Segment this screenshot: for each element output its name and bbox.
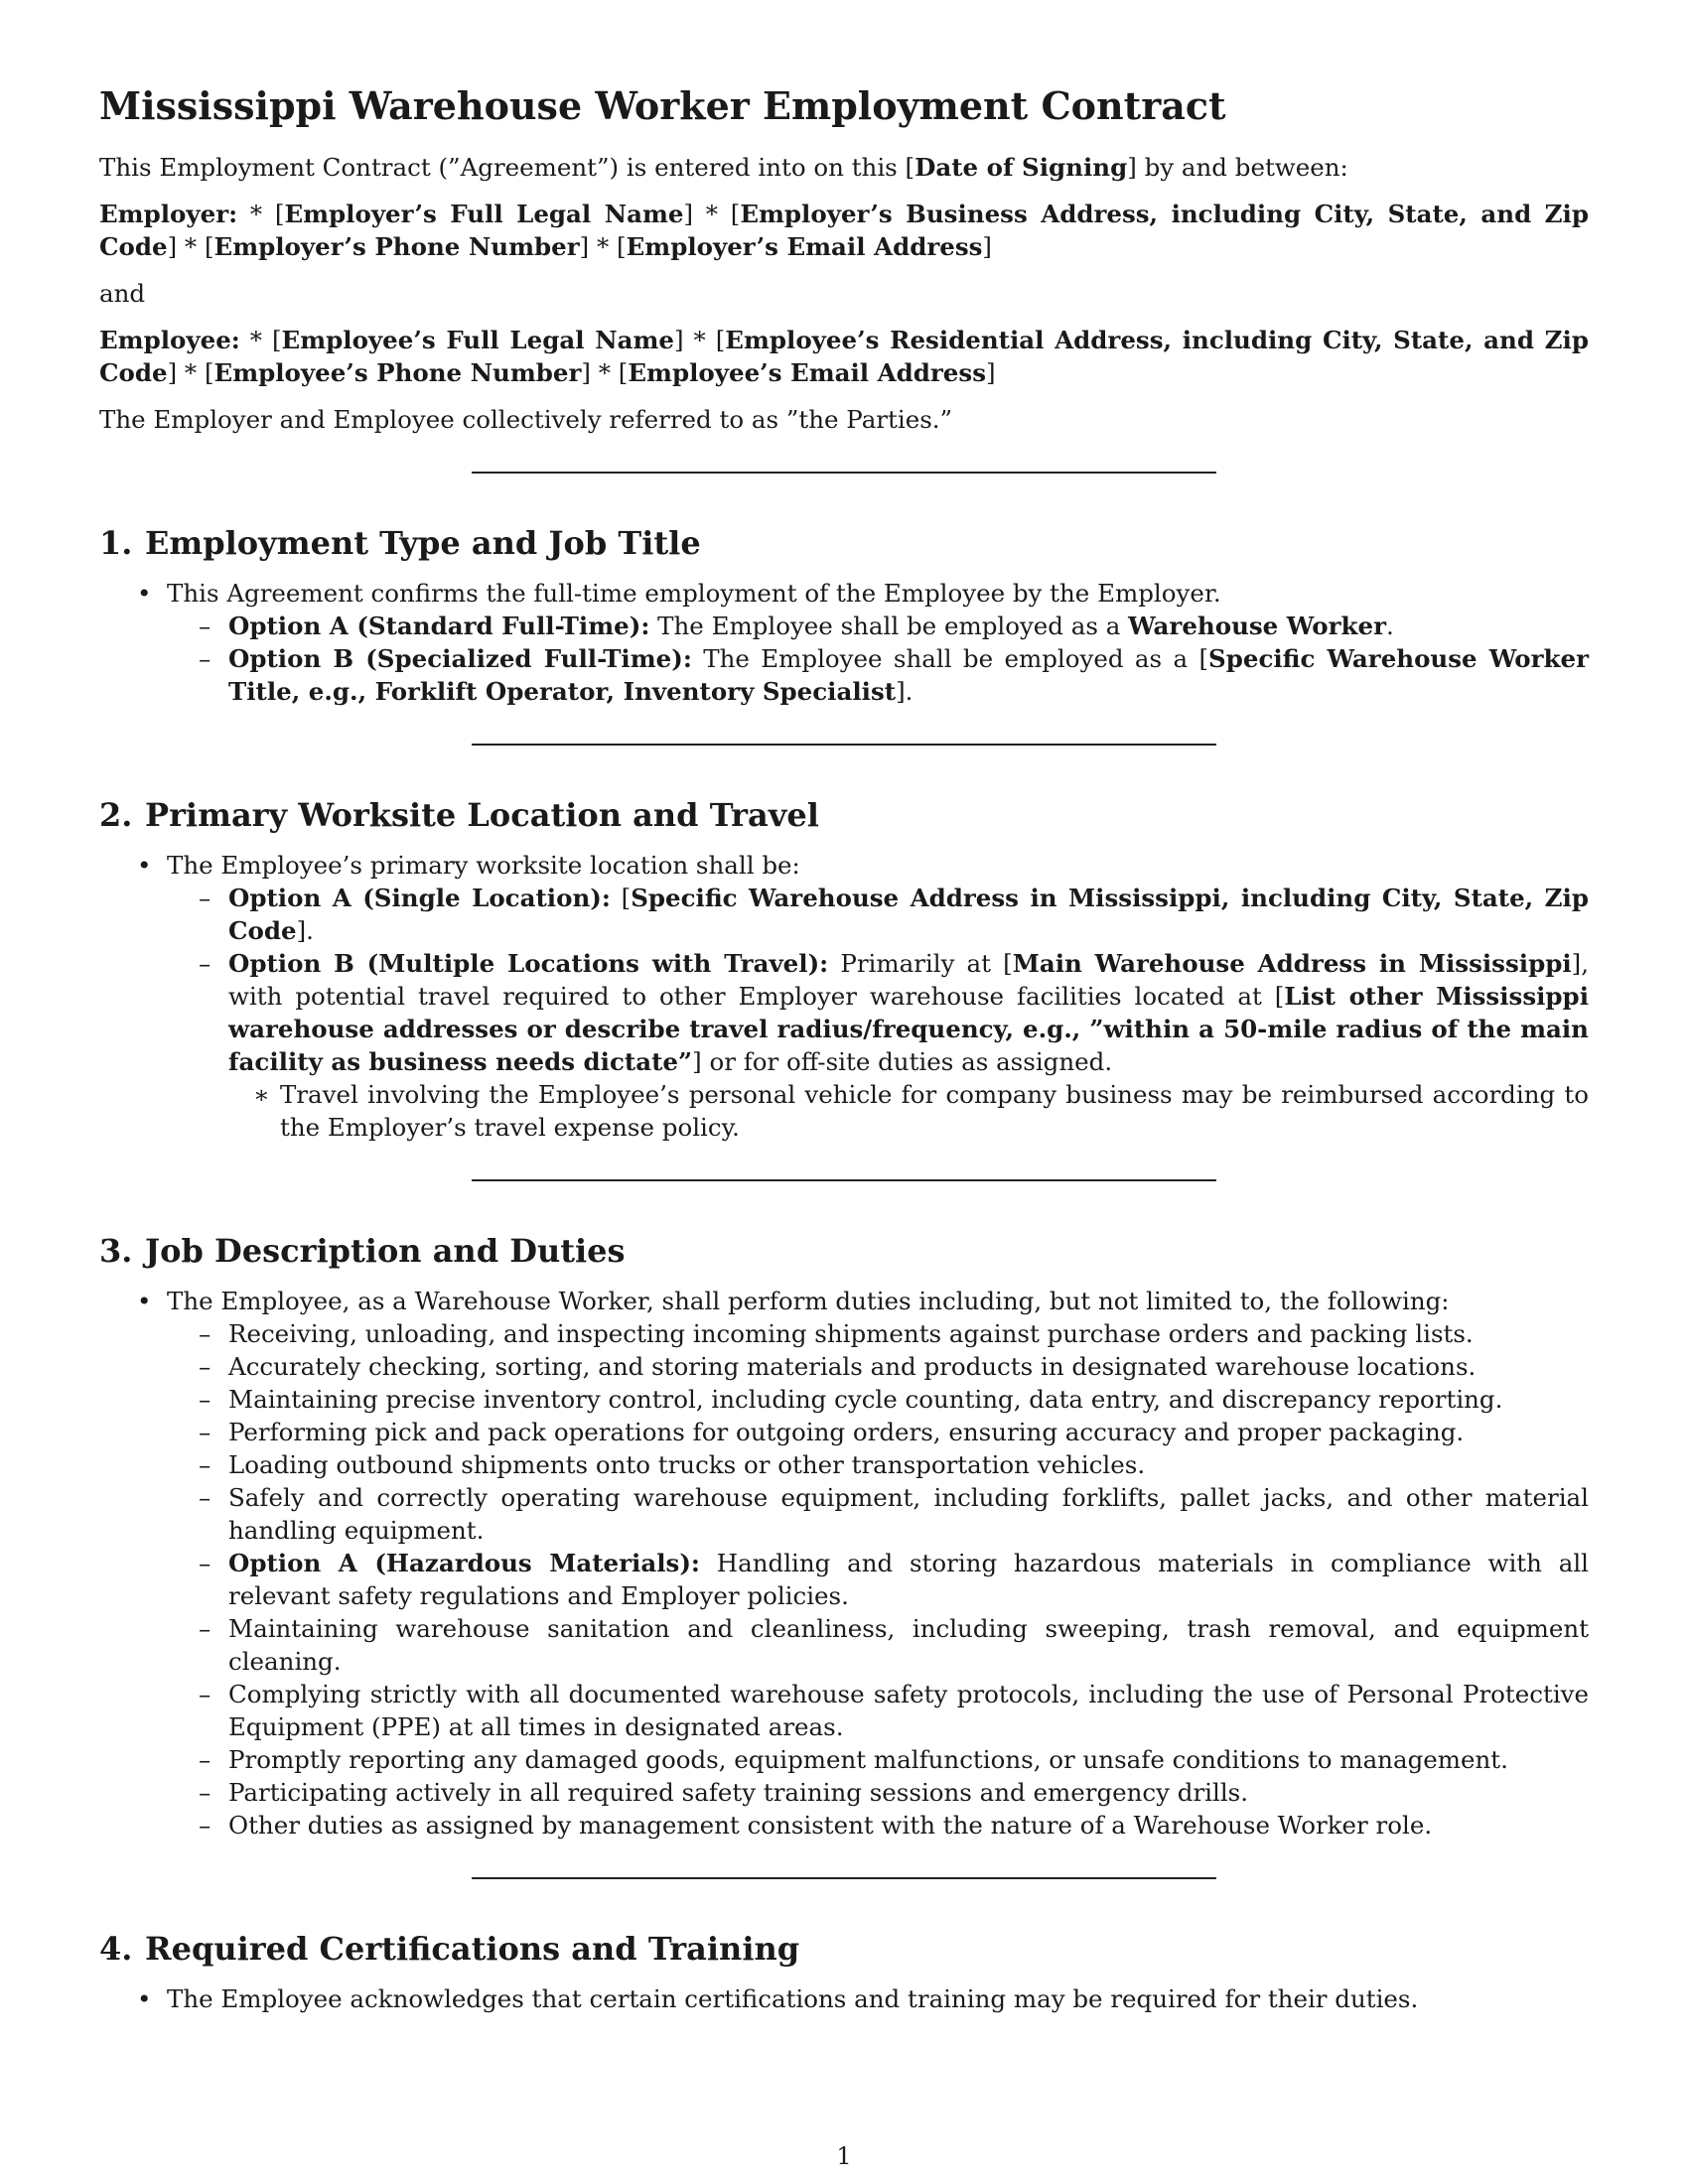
intro-paragraph: This Employment Contract (”Agreement”) is entered into on this [Date of Signing] by and between: (99, 153, 1348, 182)
employee-address: Employee’s Residential Address, including City, State, and Zip Code (99, 326, 1589, 387)
option-b-item: – Option B (Multiple Locations with Travel): Primarily at [Main Warehouse Address in Mississippi], with potential travel required to other Employer warehouse facilities located at [List other Mississippi warehouse addresses or describe travel radius/frequency, e.g., ”within a 50-mile radius of the main facility as business needs dictate”] or for off-site duties as assigned. ∗ Travel involving the Employee’s personal vehicle for company business may be reimbursed according to the Employer’s travel expense policy. (167, 947, 1589, 1144)
employer-email: Employer’s Email Address (626, 232, 983, 261)
option-a-item: – Option A (Standard Full-Time): The Employee shall be employed as a Warehouse Worker. (167, 610, 1589, 642)
employer-address: Employer’s Business Address, including City, State, and Zip Code (99, 200, 1589, 261)
page-number: 1 (836, 2142, 852, 2170)
option-b-item: – Option B (Specialized Full-Time): The Employee shall be employed as a [Specific Warehouse Worker Title, e.g., Forklift Operator, Inventory Specialist]. (167, 642, 1589, 708)
section-divider (472, 744, 1216, 746)
option-a-item: – Option A (Single Location): [Specific Warehouse Address in Mississippi, including City, State, Zip Code]. (167, 882, 1589, 947)
list-item: • The Employee acknowledges that certain certifications and training may be required for their duties. (99, 1982, 1589, 2015)
duty-item: – Maintaining precise inventory control, including cycle counting, data entry, and discrepancy reporting. (167, 1383, 1589, 1416)
list-item: • The Employee, as a Warehouse Worker, shall perform duties including, but not limited to, the following: – Receiving, unloading, and inspecting incoming shipments against purchase orders and packing lists. – Accurately checking, sorting, and storing materials and products in designated warehouse locations. – Maintaining precise inventory control, including cycle counting, data entry, and discrepancy reporting. – Performing pick and pack operations for outgoing orders, ensuring accuracy and proper packaging. – Loading outbound shipments onto trucks or other transportation vehicles. – Safely and correctly operating warehouse equipment, including forklifts, pallet jacks, and other material handling equipment. – Option A (Hazardous Materials): Handling and storing hazardous materials in compliance with all relevant safety regulations and Employer policies. – Maintaining warehouse sanitation and cleanliness, including sweeping, trash removal, and equipment cleaning. – Complying strictly with all documented warehouse safety protocols, including the use of Personal Protective Equipment (PPE) at all times in designated areas. – Promptly reporting any damaged goods, equipment malfunctions, or unsafe conditions to management. – Participating actively in all required safety training sessions and emergency drills. – Other duties as assigned by management consistent with the nature of a Warehouse Worker role. (99, 1285, 1589, 1842)
section-2-heading: 2. Primary Worksite Location and Travel (99, 796, 819, 834)
duty-item: – Complying strictly with all documented warehouse safety protocols, including the use of Personal Protective Equipment (PPE) at all times in designated areas. (167, 1678, 1589, 1743)
and-text: and (99, 279, 146, 308)
section-divider (472, 1877, 1216, 1879)
duty-item: – Receiving, unloading, and inspecting incoming shipments against purchase orders and packing lists. (167, 1317, 1589, 1350)
document-page (99, 83, 1589, 2015)
section-2-list (99, 849, 1589, 1144)
duty-item: – Loading outbound shipments onto trucks or other transportation vehicles. (167, 1448, 1589, 1481)
option-a-item: – Option A (Hazardous Materials): Handling and storing hazardous materials in compliance with all relevant safety regulations and Employer policies. (167, 1547, 1589, 1612)
section-3-list (99, 1285, 1589, 1842)
section-1-heading: 1. Employment Type and Job Title (99, 524, 701, 562)
section-3-heading: 3. Job Description and Duties (99, 1232, 626, 1270)
document-title: Mississippi Warehouse Worker Employment Contract (99, 83, 1226, 128)
employee-email: Employee’s Email Address (628, 358, 986, 387)
duty-item: – Other duties as assigned by management consistent with the nature of a Warehouse Worker role. (167, 1809, 1589, 1842)
section-4-heading: 4. Required Certifications and Training (99, 1930, 800, 1968)
employee-block: Employee: * [Employee’s Full Legal Name] * [Employee’s Residential Address, including City, State, and Zip Code] * [Employee’s Phone Number] * [Employee’s Email Address] (99, 326, 1589, 387)
employee-name: Employee’s Full Legal Name (281, 326, 675, 354)
duty-item: – Performing pick and pack operations for outgoing orders, ensuring accuracy and proper packaging. (167, 1416, 1589, 1448)
duty-item: – Participating actively in all required safety training sessions and emergency drills. (167, 1776, 1589, 1809)
employee-phone: Employee’s Phone Number (213, 358, 582, 387)
parties-text: The Employer and Employee collectively referred to as ”the Parties.” (99, 405, 953, 434)
section-divider (472, 472, 1216, 474)
date-placeholder: Date of Signing (914, 153, 1128, 182)
section-divider (472, 1179, 1216, 1181)
duty-item: – Promptly reporting any damaged goods, equipment malfunctions, or unsafe conditions to management. (167, 1743, 1589, 1776)
employer-phone: Employer’s Phone Number (213, 232, 580, 261)
list-item: • The Employee’s primary worksite location shall be: – Option A (Single Location): [Specific Warehouse Address in Mississippi, including City, State, Zip Code]. – Option B (Multiple Locations with Travel): Primarily at [Main Warehouse Address in Mississippi], with potential travel required to other Employer warehouse facilities located at [List other Mississippi warehouse addresses or describe travel radius/frequency, e.g., ”within a 50-mile radius of the main facility as business needs dictate”] or for off-site duties as assigned. ∗ Travel involving the Employee’s personal vehicle for company business may be reimbursed according to the Employer’s travel expense policy. (99, 849, 1589, 1144)
employer-name: Employer’s Full Legal Name (284, 200, 684, 228)
list-item: • This Agreement confirms the full-time employment of the Employee by the Employer. – Option A (Standard Full-Time): The Employee shall be employed as a Warehouse Worker. – Option B (Specialized Full-Time): The Employee shall be employed as a [Specific Warehouse Worker Title, e.g., Forklift Operator, Inventory Specialist]. (99, 577, 1589, 708)
duty-item: – Accurately checking, sorting, and storing materials and products in designated warehouse locations. (167, 1350, 1589, 1383)
duty-item: – Maintaining warehouse sanitation and cleanliness, including sweeping, trash removal, and equipment cleaning. (167, 1612, 1589, 1678)
employer-block: Employer: * [Employer’s Full Legal Name] * [Employer’s Business Address, including City, State, and Zip Code] * [Employer’s Phone Number] * [Employer’s Email Address] (99, 200, 1589, 261)
travel-note: ∗ Travel involving the Employee’s personal vehicle for company business may be reimbursed according to the Employer’s travel expense policy. (228, 1078, 1589, 1144)
section-4-list (99, 1982, 1589, 2015)
section-1-list (99, 577, 1589, 708)
duty-item: – Safely and correctly operating warehouse equipment, including forklifts, pallet jacks, and other material handling equipment. (167, 1481, 1589, 1547)
